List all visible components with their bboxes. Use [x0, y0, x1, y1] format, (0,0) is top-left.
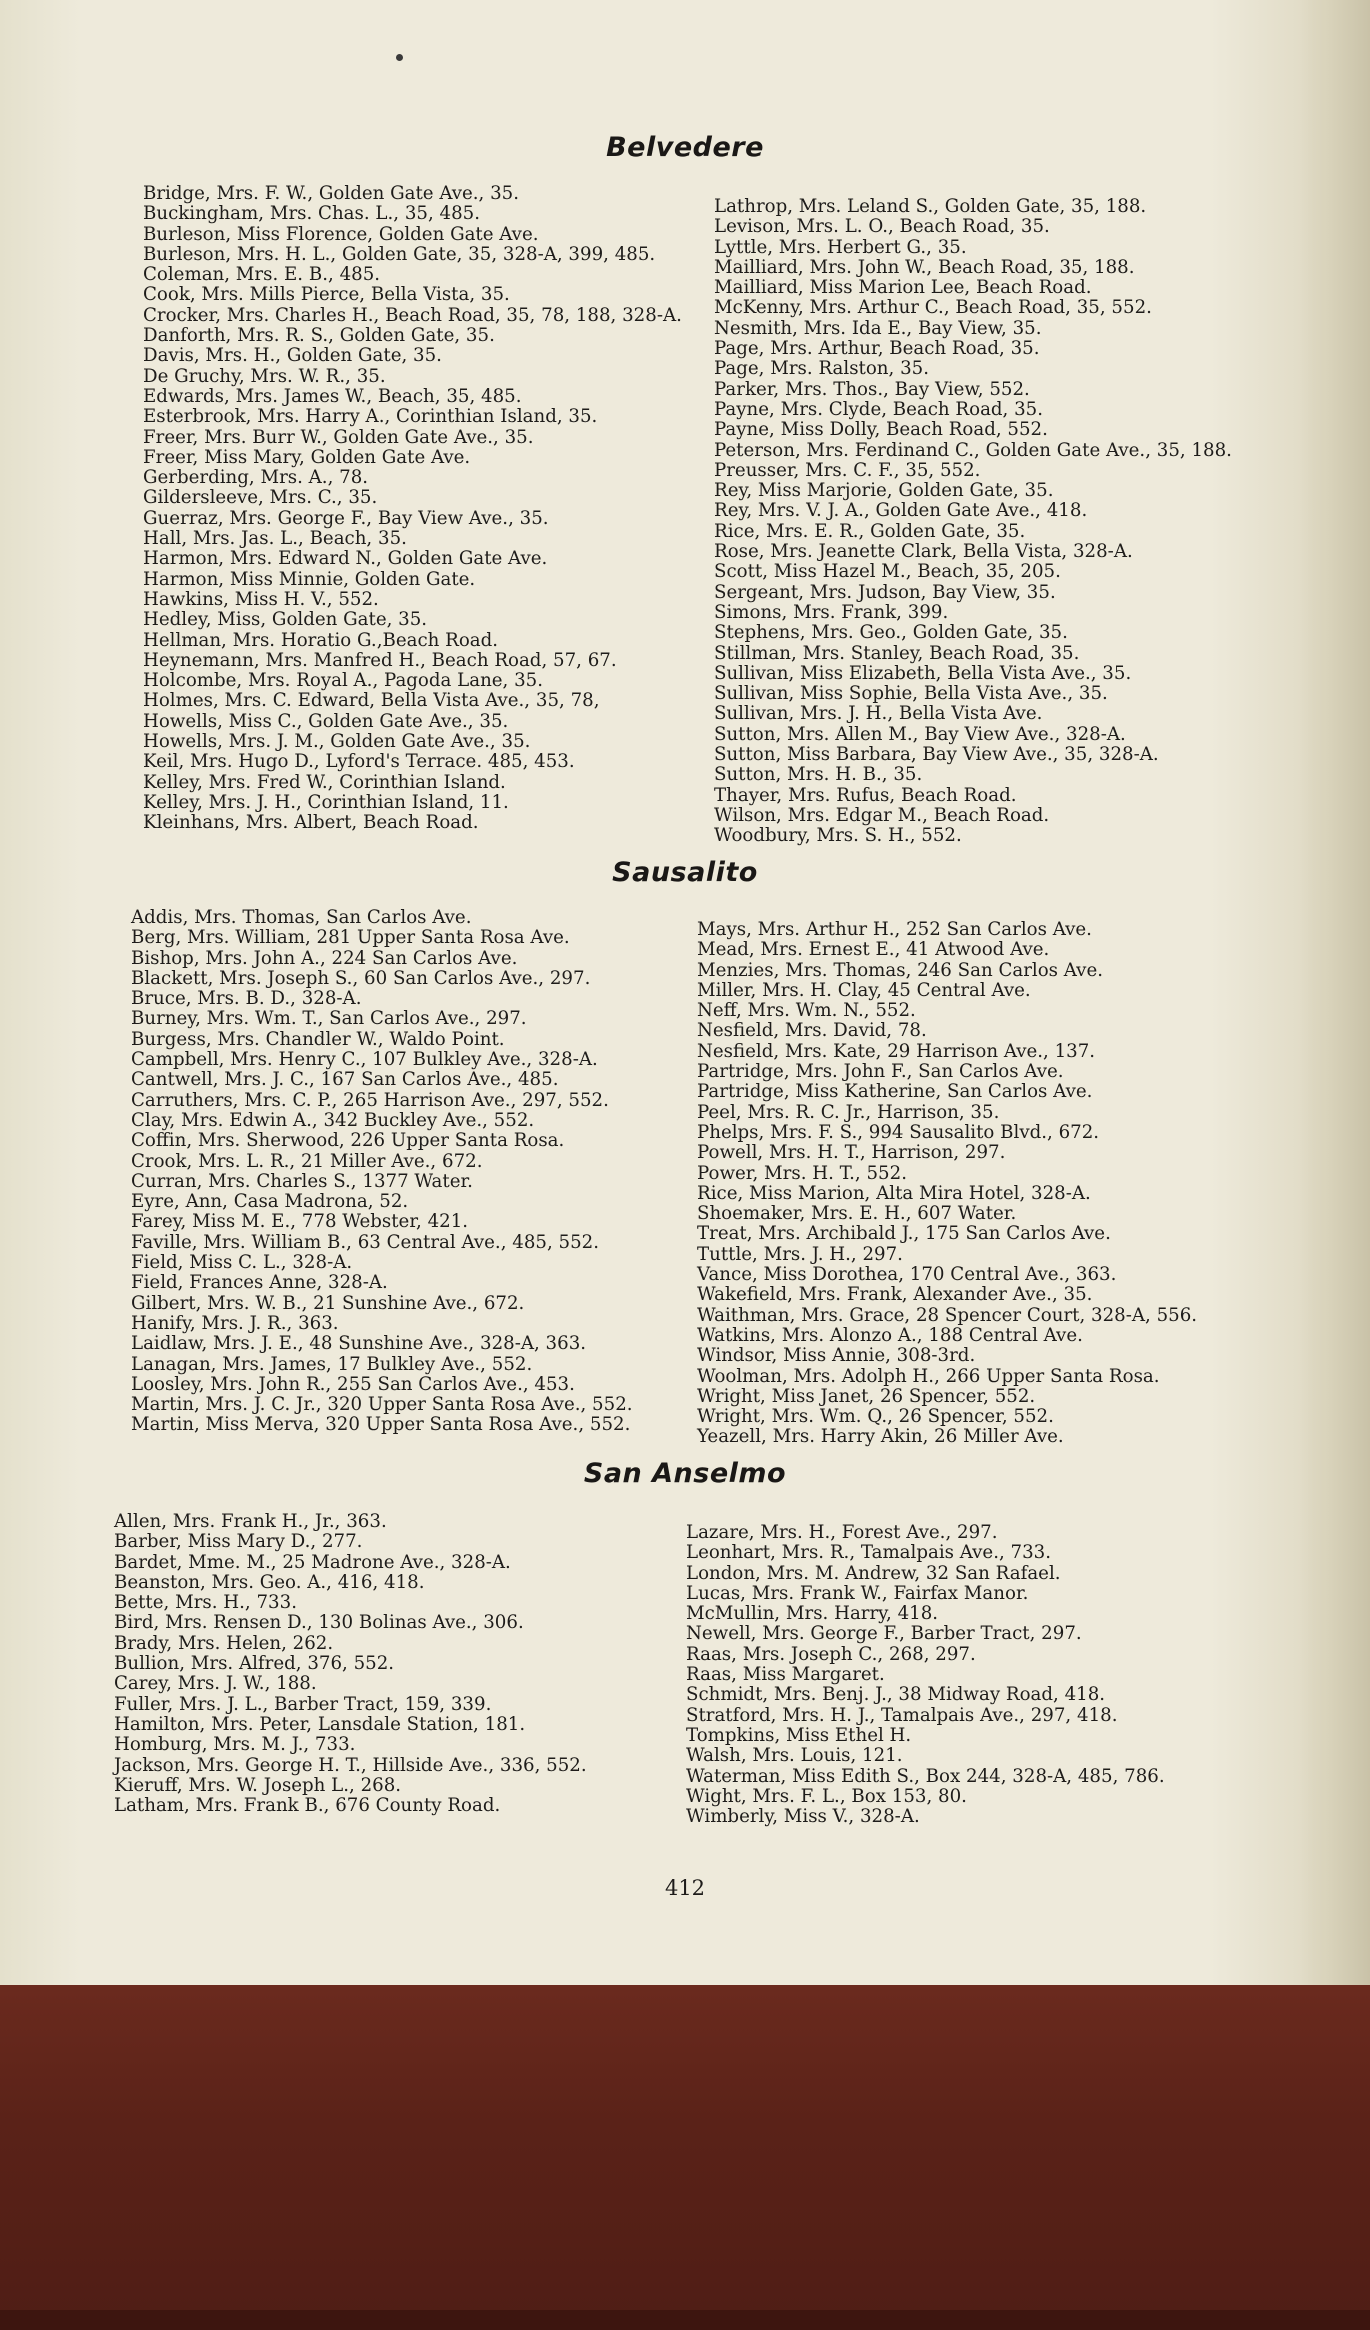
directory-entry: Hall, Mrs. Jas. L., Beach, 35. [143, 528, 407, 550]
directory-entry: Sullivan, Mrs. J. H., Bella Vista Ave. [714, 703, 1043, 725]
directory-entry: Stephens, Mrs. Geo., Golden Gate, 35. [714, 622, 1068, 644]
directory-entry: Curran, Mrs. Charles S., 1377 Water. [131, 1170, 473, 1192]
directory-entry: Mays, Mrs. Arthur H., 252 San Carlos Ave. [697, 919, 1092, 940]
belvedere-left-column [143, 184, 683, 834]
sausalito-left-column [131, 908, 671, 1436]
directory-entry: Rey, Mrs. V. J. A., Golden Gate Ave., 418. [714, 500, 1088, 522]
directory-entry: De Gruchy, Mrs. W. R., 35. [143, 365, 386, 387]
directory-entry: Faville, Mrs. William B., 63 Central Ave., 485, 552. [131, 1231, 600, 1253]
directory-entry: Brady, Mrs. Helen, 262. [114, 1632, 334, 1654]
directory-entry: Hellman, Mrs. Horatio G.,Beach Road. [143, 629, 499, 651]
directory-entry: Field, Frances Anne, 328-A. [131, 1272, 388, 1294]
directory-entry: Nesmith, Mrs. Ida E., Bay View, 35. [714, 317, 1042, 339]
directory-entry: Bullion, Mrs. Alfred, 376, 552. [114, 1653, 395, 1675]
directory-entry: Lyttle, Mrs. Herbert G., 35. [714, 236, 967, 258]
directory-entry: Sutton, Mrs. Allen M., Bay View Ave., 328-A. [714, 723, 1126, 745]
directory-entry: Partridge, Mrs. John F., San Carlos Ave. [697, 1061, 1064, 1083]
book-cover-cloth [0, 1985, 1370, 2330]
directory-entry: Stillman, Mrs. Stanley, Beach Road, 35. [714, 642, 1080, 664]
directory-entry: Tompkins, Miss Ethel H. [686, 1724, 912, 1746]
directory-entry: Blackett, Mrs. Joseph S., 60 San Carlos Ave., 297. [131, 967, 591, 989]
directory-entry: Treat, Mrs. Archibald J., 175 San Carlos Ave. [697, 1223, 1111, 1245]
directory-entry: Keil, Mrs. Hugo D., Lyford's Terrace. 485, 453. [143, 751, 575, 773]
san-anselmo-right-column [686, 1523, 1246, 1827]
directory-entry: Mailliard, Miss Marion Lee, Beach Road. [714, 277, 1092, 299]
directory-entry: Bruce, Mrs. B. D., 328-A. [131, 988, 362, 1010]
directory-entry: Wright, Miss Janet, 26 Spencer, 552. [697, 1385, 1036, 1407]
directory-entry: Wright, Mrs. Wm. Q., 26 Spencer, 552. [697, 1406, 1054, 1428]
directory-entry: Gilbert, Mrs. W. B., 21 Sunshine Ave., 672. [131, 1292, 525, 1314]
directory-entry: Nesfield, Mrs. David, 78. [697, 1020, 927, 1042]
directory-entry: Windsor, Miss Annie, 308-3rd. [697, 1345, 976, 1367]
directory-entry: Holcombe, Mrs. Royal A., Pagoda Lane, 35. [143, 670, 544, 692]
directory-entry: Walsh, Mrs. Louis, 121. [686, 1745, 903, 1767]
directory-entry: Esterbrook, Mrs. Harry A., Corinthian Island, 35. [143, 406, 598, 428]
directory-entry: Harmon, Mrs. Edward N., Golden Gate Ave. [143, 548, 548, 570]
directory-entry: Rey, Miss Marjorie, Golden Gate, 35. [714, 480, 1054, 502]
directory-entry: Heynemann, Mrs. Manfred H., Beach Road, 57, 67. [143, 649, 617, 671]
directory-entry: Clay, Mrs. Edwin A., 342 Buckley Ave., 552. [131, 1109, 535, 1131]
directory-entry: Hawkins, Miss H. V., 552. [143, 588, 379, 610]
directory-entry: Wilson, Mrs. Edgar M., Beach Road. [714, 804, 1050, 826]
directory-entry: Kelley, Mrs. J. H., Corinthian Island, 11. [143, 791, 509, 813]
directory-entry: Gildersleeve, Mrs. C., 35. [143, 487, 378, 509]
directory-entry: Cook, Mrs. Mills Pierce, Bella Vista, 35. [143, 284, 510, 306]
section-heading-sausalito: Sausalito [612, 857, 758, 888]
directory-entry: McKenny, Mrs. Arthur C., Beach Road, 35, 552. [714, 297, 1152, 319]
directory-entry: Laidlaw, Mrs. J. E., 48 Sunshine Ave., 328-A, 363. [131, 1333, 587, 1355]
directory-entry: Scott, Miss Hazel M., Beach, 35, 205. [714, 561, 1061, 583]
section-heading-belvedere: Belvedere [606, 132, 764, 163]
directory-entry: Farey, Miss M. E., 778 Webster, 421. [131, 1211, 469, 1233]
directory-entry: Coleman, Mrs. E. B., 485. [143, 264, 381, 286]
directory-entry: Peel, Mrs. R. C. Jr., Harrison, 35. [697, 1101, 1000, 1123]
directory-entry: Sergeant, Mrs. Judson, Bay View, 35. [714, 581, 1056, 603]
directory-entry: Payne, Miss Dolly, Beach Road, 552. [714, 419, 1048, 441]
directory-entry: Berg, Mrs. William, 281 Upper Santa Rosa Ave. [131, 927, 570, 949]
directory-entry: Lucas, Mrs. Frank W., Fairfax Manor. [686, 1582, 1029, 1604]
directory-entry: Holmes, Mrs. C. Edward, Bella Vista Ave., 35, 78, [143, 690, 600, 712]
directory-entry: Wakefield, Mrs. Frank, Alexander Ave., 35. [697, 1284, 1093, 1306]
directory-entry: Cantwell, Mrs. J. C., 167 San Carlos Ave., 485. [131, 1069, 559, 1091]
directory-entry: Carruthers, Mrs. C. P., 265 Harrison Ave., 297, 552. [131, 1089, 609, 1111]
directory-entry: Levison, Mrs. L. O., Beach Road, 35. [714, 216, 1050, 238]
directory-entry: Power, Mrs. H. T., 552. [697, 1162, 907, 1184]
directory-entry: Preusser, Mrs. C. F., 35, 552. [714, 459, 981, 481]
directory-entry: Gerberding, Mrs. A., 78. [143, 467, 369, 489]
directory-entry: Martin, Miss Merva, 320 Upper Santa Rosa Ave., 552. [131, 1414, 631, 1436]
directory-entry: Freer, Miss Mary, Golden Gate Ave. [143, 446, 471, 468]
directory-entry: Sutton, Miss Barbara, Bay View Ave., 35, 328-A. [714, 744, 1159, 766]
page-number: 412 [664, 1876, 706, 1900]
directory-entry: Danforth, Mrs. R. S., Golden Gate, 35. [143, 325, 495, 347]
directory-entry: Harmon, Miss Minnie, Golden Gate. [143, 568, 476, 590]
directory-entry: Bette, Mrs. H., 733. [114, 1592, 297, 1614]
directory-entry: Bardet, Mme. M., 25 Madrone Ave., 328-A. [114, 1551, 511, 1573]
directory-entry: Waterman, Miss Edith S., Box 244, 328-A, 485, 786. [686, 1765, 1165, 1787]
directory-entry: Miller, Mrs. H. Clay, 45 Central Ave. [697, 979, 1031, 1001]
directory-entry: Powell, Mrs. H. T., Harrison, 297. [697, 1142, 1006, 1164]
directory-entry: Jackson, Mrs. George H. T., Hillside Ave., 336, 552. [114, 1754, 587, 1776]
directory-entry: Vance, Miss Dorothea, 170 Central Ave., 363. [697, 1264, 1117, 1286]
directory-entry: Woolman, Mrs. Adolph H., 266 Upper Santa Rosa. [697, 1365, 1160, 1387]
directory-entry: Loosley, Mrs. John R., 255 San Carlos Ave., 453. [131, 1373, 575, 1395]
directory-entry: McMullin, Mrs. Harry, 418. [686, 1603, 939, 1625]
directory-entry: Stratford, Mrs. H. J., Tamalpais Ave., 297, 418. [686, 1704, 1118, 1726]
directory-entry: Sutton, Mrs. H. B., 35. [714, 764, 923, 786]
directory-entry: Lazare, Mrs. H., Forest Ave., 297. [686, 1522, 998, 1543]
directory-entry: Woodbury, Mrs. S. H., 552. [714, 825, 962, 847]
directory-entry: Waithman, Mrs. Grace, 28 Spencer Court, 328-A, 556. [697, 1304, 1198, 1326]
directory-entry: Burney, Mrs. Wm. T., San Carlos Ave., 297. [131, 1008, 527, 1030]
belvedere-right-column [714, 197, 1254, 847]
page-edge [1300, 0, 1370, 1985]
directory-entry: Hanify, Mrs. J. R., 363. [131, 1312, 339, 1334]
directory-entry: Yeazell, Mrs. Harry Akin, 26 Miller Ave. [697, 1426, 1064, 1448]
directory-entry: Leonhart, Mrs. R., Tamalpais Ave., 733. [686, 1542, 1052, 1564]
directory-entry: Peterson, Mrs. Ferdinand C., Golden Gate Ave., 35, 188. [714, 439, 1232, 461]
directory-entry: Mead, Mrs. Ernest E., 41 Atwood Ave. [697, 939, 1050, 961]
directory-entry: Buckingham, Mrs. Chas. L., 35, 485. [143, 203, 481, 225]
directory-entry: Rice, Mrs. E. R., Golden Gate, 35. [714, 520, 1026, 542]
directory-entry: Campbell, Mrs. Henry C., 107 Bulkley Ave., 328-A. [131, 1049, 598, 1071]
directory-entry: Thayer, Mrs. Rufus, Beach Road. [714, 784, 1017, 806]
directory-entry: Watkins, Mrs. Alonzo A., 188 Central Ave. [697, 1324, 1083, 1346]
directory-entry: Beanston, Mrs. Geo. A., 416, 418. [114, 1571, 425, 1593]
directory-entry: Burleson, Mrs. H. L., Golden Gate, 35, 328-A, 399, 485. [143, 243, 656, 265]
directory-entry: Barber, Miss Mary D., 277. [114, 1531, 363, 1553]
san-anselmo-left-column [114, 1512, 669, 1816]
directory-entry: Newell, Mrs. George F., Barber Tract, 297. [686, 1623, 1082, 1645]
directory-entry: Addis, Mrs. Thomas, San Carlos Ave. [131, 907, 472, 928]
directory-entry: Simons, Mrs. Frank, 399. [714, 601, 949, 623]
directory-entry: Sullivan, Miss Elizabeth, Bella Vista Ave., 35. [714, 662, 1132, 684]
directory-entry: Allen, Mrs. Frank H., Jr., 363. [114, 1511, 387, 1532]
directory-entry: Bishop, Mrs. John A., 224 San Carlos Ave. [131, 947, 518, 969]
directory-entry: Partridge, Miss Katherine, San Carlos Ave. [697, 1081, 1093, 1103]
ink-dot [396, 54, 403, 61]
directory-entry: Nesfield, Mrs. Kate, 29 Harrison Ave., 137. [697, 1040, 1096, 1062]
directory-entry: Hamilton, Mrs. Peter, Lansdale Station, 181. [114, 1713, 526, 1735]
directory-entry: Burleson, Miss Florence, Golden Gate Ave. [143, 223, 539, 245]
directory-entry: Raas, Miss Margaret. [686, 1664, 885, 1686]
directory-entry: Bird, Mrs. Rensen D., 130 Bolinas Ave., 306. [114, 1612, 524, 1634]
directory-entry: Raas, Mrs. Joseph C., 268, 297. [686, 1643, 976, 1665]
directory-entry: Lanagan, Mrs. James, 17 Bulkley Ave., 552. [131, 1353, 533, 1375]
directory-entry: Page, Mrs. Arthur, Beach Road, 35. [714, 338, 1040, 360]
directory-entry: Davis, Mrs. H., Golden Gate, 35. [143, 345, 442, 367]
directory-entry: Latham, Mrs. Frank B., 676 County Road. [114, 1795, 501, 1817]
directory-entry: Carey, Mrs. J. W., 188. [114, 1673, 317, 1695]
directory-entry: Edwards, Mrs. James W., Beach, 35, 485. [143, 385, 522, 407]
directory-entry: Menzies, Mrs. Thomas, 246 San Carlos Ave. [697, 959, 1103, 981]
directory-entry: Wight, Mrs. F. L., Box 153, 80. [686, 1785, 967, 1807]
directory-entry: Kelley, Mrs. Fred W., Corinthian Island. [143, 771, 506, 793]
directory-entry: Rose, Mrs. Jeanette Clark, Bella Vista, 328-A. [714, 541, 1133, 563]
directory-entry: Freer, Mrs. Burr W., Golden Gate Ave., 35. [143, 426, 534, 448]
directory-entry: Howells, Mrs. J. M., Golden Gate Ave., 35. [143, 731, 531, 753]
directory-entry: Rice, Miss Marion, Alta Mira Hotel, 328-A. [697, 1182, 1091, 1204]
directory-entry: Martin, Mrs. J. C. Jr., 320 Upper Santa Rosa Ave., 552. [131, 1394, 633, 1416]
directory-entry: Page, Mrs. Ralston, 35. [714, 358, 930, 380]
directory-entry: Shoemaker, Mrs. E. H., 607 Water. [697, 1203, 1017, 1225]
directory-entry: Neff, Mrs. Wm. N., 552. [697, 1000, 916, 1022]
directory-entry: Burgess, Mrs. Chandler W., Waldo Point. [131, 1028, 505, 1050]
sausalito-right-column [697, 920, 1237, 1448]
directory-entry: Schmidt, Mrs. Benj. J., 38 Midway Road, 418. [686, 1684, 1106, 1706]
section-heading-san-anselmo: San Anselmo [583, 1458, 787, 1489]
directory-entry: Lathrop, Mrs. Leland S., Golden Gate, 35, 188. [714, 196, 1147, 217]
directory-entry: Phelps, Mrs. F. S., 994 Sausalito Blvd., 672. [697, 1121, 1100, 1143]
directory-entry: Crook, Mrs. L. R., 21 Miller Ave., 672. [131, 1150, 483, 1172]
directory-entry: Sullivan, Miss Sophie, Bella Vista Ave., 35. [714, 683, 1108, 705]
directory-entry: Bridge, Mrs. F. W., Golden Gate Ave., 35. [143, 183, 520, 204]
directory-entry: Field, Miss C. L., 328-A. [131, 1252, 353, 1274]
directory-entry: Wimberly, Miss V., 328-A. [686, 1806, 920, 1828]
directory-entry: Fuller, Mrs. J. L., Barber Tract, 159, 339. [114, 1693, 492, 1715]
directory-entry: Howells, Miss C., Golden Gate Ave., 35. [143, 710, 509, 732]
directory-entry: Homburg, Mrs. M. J., 733. [114, 1734, 356, 1756]
directory-entry: Hedley, Miss, Golden Gate, 35. [143, 609, 428, 631]
directory-entry: Payne, Mrs. Clyde, Beach Road, 35. [714, 398, 1044, 420]
directory-entry: Tuttle, Mrs. J. H., 297. [697, 1243, 903, 1265]
directory-entry: Parker, Mrs. Thos., Bay View, 552. [714, 378, 1030, 400]
directory-entry: Eyre, Ann, Casa Madrona, 52. [131, 1191, 409, 1213]
directory-entry: Guerraz, Mrs. George F., Bay View Ave., 35. [143, 507, 549, 529]
directory-entry: Mailliard, Mrs. John W., Beach Road, 35, 188. [714, 256, 1135, 278]
directory-entry: Coffin, Mrs. Sherwood, 226 Upper Santa Rosa. [131, 1130, 565, 1152]
directory-entry: Crocker, Mrs. Charles H., Beach Road, 35, 78, 188, 328-A. [143, 304, 682, 326]
directory-entry: Kieruff, Mrs. W. Joseph L., 268. [114, 1774, 402, 1796]
directory-entry: London, Mrs. M. Andrew, 32 San Rafael. [686, 1562, 1061, 1584]
directory-entry: Kleinhans, Mrs. Albert, Beach Road. [143, 812, 479, 834]
